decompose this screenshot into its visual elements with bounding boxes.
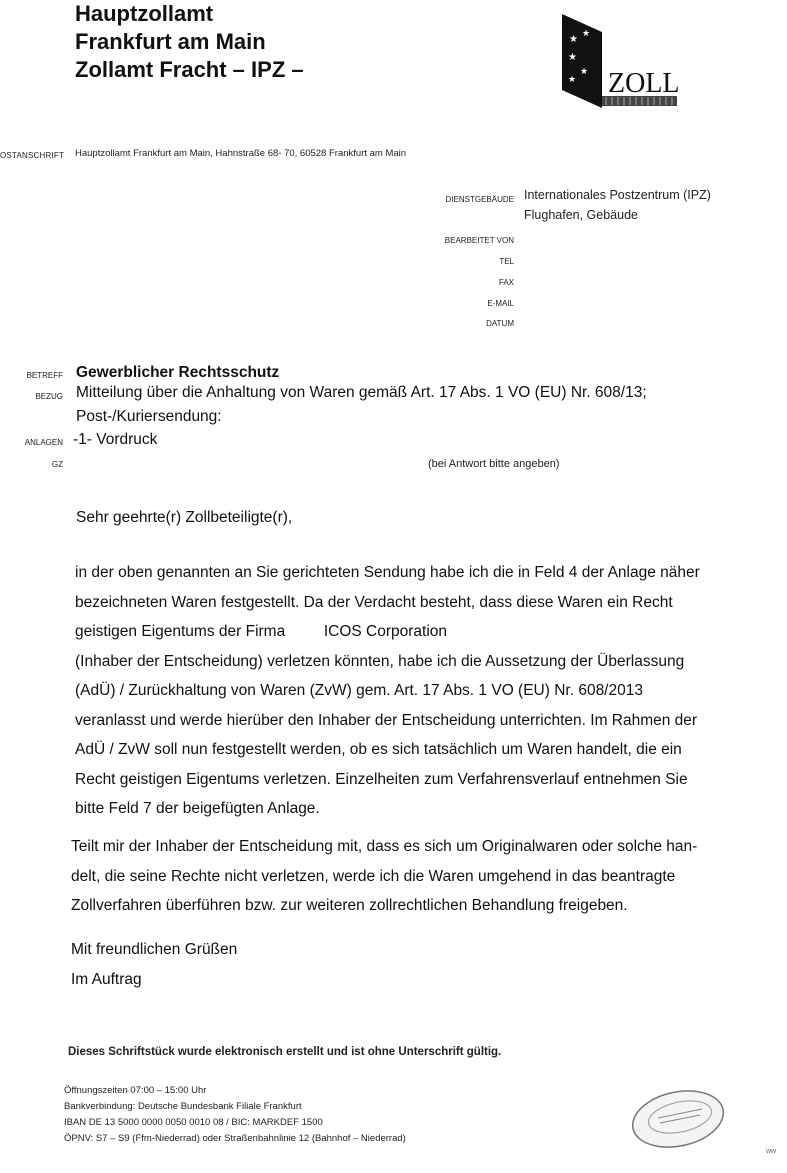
p2-line2: delt, die seine Rechte nicht verletzen, werde ich die Waren umgehend in das beantragte bbox=[71, 867, 676, 885]
tel-label: TEL bbox=[499, 257, 514, 266]
closing-line1: Mit freundlichen Grüßen bbox=[71, 941, 238, 958]
dienstgebaeude-label: DIENSTGEBÄUDE bbox=[445, 195, 514, 204]
bezug-label: BEZUG bbox=[35, 392, 63, 401]
p1-line8: Recht geistigen Eigentums verletzen. Einzelheiten zum Verfahrensverlauf entnehmen Sie bbox=[75, 770, 688, 788]
dienstgebaeude-line1: Internationales Postzentrum (IPZ) bbox=[524, 188, 711, 202]
zoll-logo bbox=[560, 12, 678, 112]
footer-lines bbox=[64, 1083, 406, 1147]
footer-line3: IBAN DE 13 5000 0000 0050 0010 08 / BIC: MARKDEF 1500 bbox=[64, 1117, 323, 1128]
fax-label: FAX bbox=[498, 278, 514, 287]
body-paragraph-2 bbox=[71, 832, 771, 921]
svg-text:★: ★ bbox=[569, 34, 578, 45]
footer-line4: ÖPNV: S7 – S9 (Ffm-Niederrad) oder Straßenbahnlinie 12 (Bahnhof – Niederrad) bbox=[64, 1133, 406, 1144]
p1-line5: (AdÜ) / Zurückhaltung von Waren (ZvW) gem. Art. 17 Abs. 1 VO (EU) Nr. 608/2013 bbox=[75, 682, 643, 699]
email-label: E-MAIL bbox=[487, 299, 514, 308]
bezug-line2: Post-/Kuriersendung: bbox=[76, 408, 222, 425]
p1-line3a: geistigen Eigentums der Firma bbox=[75, 623, 286, 640]
betreff-label: BETREFF bbox=[26, 371, 63, 380]
salutation: Sehr geehrte(r) Zollbeteiligte(r), bbox=[76, 509, 293, 526]
svg-text:★: ★ bbox=[568, 52, 577, 63]
gz-label: GZ bbox=[51, 460, 63, 469]
zoll-logo-text: ZOLL bbox=[608, 68, 678, 99]
letterhead-line3: Zollamt Fracht – IPZ – bbox=[75, 57, 304, 82]
letterhead-line2: Frankfurt am Main bbox=[75, 29, 266, 54]
letterhead bbox=[75, 0, 304, 84]
p1-line3 bbox=[75, 617, 775, 647]
postanschrift-text: Hauptzollamt Frankfurt am Main, Hahnstraße 68- 70, 60528 Frankfurt am Main bbox=[75, 148, 407, 159]
anlagen-text: -1- Vordruck bbox=[73, 431, 158, 448]
datum-label: DATUM bbox=[486, 319, 514, 328]
bearbeitet-label: BEARBEITET VON bbox=[444, 236, 514, 245]
svg-text:★: ★ bbox=[568, 75, 577, 85]
p2-line1: Teilt mir der Inhaber der Entscheidung mit, dass es sich um Originalwaren oder solche han- bbox=[71, 838, 698, 855]
p1-line4: (Inhaber der Entscheidung) verletzen könnten, habe ich die Aussetzung der Überlassung bbox=[75, 652, 685, 670]
svg-text:★: ★ bbox=[580, 67, 589, 77]
p1-line6: veranlasst und werde hierüber den Inhaber der Entscheidung unterrichten. Im Rahmen der bbox=[75, 711, 698, 729]
betreff-text: Gewerblicher Rechtsschutz bbox=[76, 364, 280, 381]
footer-line2: Bankverbindung: Deutsche Bundesbank Filiale Frankfurt bbox=[64, 1101, 302, 1112]
gz-note: (bei Antwort bitte angeben) bbox=[428, 458, 560, 470]
anlagen-label: ANLAGEN bbox=[24, 438, 63, 447]
zoll-eagle-flag-logo-icon bbox=[560, 12, 678, 112]
letterhead-line1: Hauptzollamt bbox=[75, 1, 214, 26]
p1-line9: bitte Feld 7 der beigefügten Anlage. bbox=[75, 800, 320, 817]
footer-line1: Öffnungszeiten 07:00 – 15:00 Uhr bbox=[64, 1085, 207, 1096]
p2-line3: Zollverfahren überführen bzw. zur weiteren zollrechtlichen Behandlung freigeben. bbox=[71, 897, 628, 914]
closing bbox=[71, 935, 237, 995]
bezug-line1: Mitteilung über die Anhaltung von Waren gemäß Art. 17 Abs. 1 VO (EU) Nr. 608/13; bbox=[76, 384, 647, 401]
p1-line7: AdÜ / ZvW soll nun festgestellt werden, ob es sich tatsächlich um Waren handelt, die ein bbox=[75, 741, 682, 758]
dienstgebaeude-line2: Flughafen, Gebäude bbox=[524, 208, 638, 222]
closing-line2: Im Auftrag bbox=[71, 971, 142, 988]
body-paragraph-1 bbox=[75, 558, 775, 824]
footer-note: Dieses Schriftstück wurde elektronisch erstellt und ist ohne Unterschrift gültig. bbox=[68, 1046, 502, 1058]
p1-company: ICOS Corporation bbox=[323, 623, 448, 640]
corner-mark: ww bbox=[766, 1148, 777, 1155]
certification-stamp-icon bbox=[628, 1088, 728, 1150]
p1-line2: bezeichneten Waren festgestellt. Da der Verdacht besteht, dass diese Waren ein Recht bbox=[75, 593, 673, 611]
svg-text:★: ★ bbox=[582, 29, 591, 39]
postanschrift-label: OSTANSCHRIFT bbox=[0, 151, 65, 160]
p1-line1: in der oben genannten an Sie gerichteten Sendung habe ich die in Feld 4 der Anlage näher bbox=[75, 564, 700, 581]
